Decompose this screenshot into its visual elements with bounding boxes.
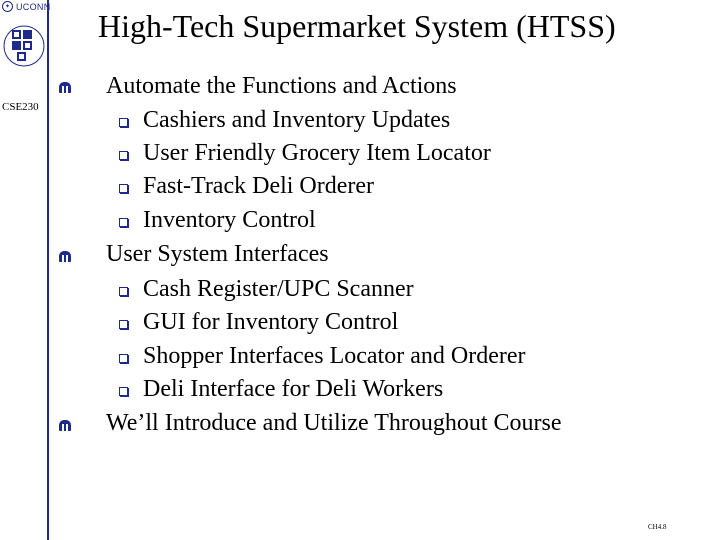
secondary-bullet-icon (119, 287, 128, 296)
bullet-item: Automate the Functions and Actions (106, 73, 457, 99)
bullet-item: We’ll Introduce and Utilize Throughout Course (106, 410, 562, 436)
sub-bullet-item: User Friendly Grocery Item Locator (143, 140, 491, 166)
sub-bullet-item: Inventory Control (143, 207, 316, 233)
sub-bullet-item: Shopper Interfaces Locator and Orderer (143, 343, 526, 369)
university-name: UCONN (16, 1, 51, 12)
university-seal-icon: ✦ (2, 1, 13, 12)
secondary-bullet-icon (119, 387, 128, 396)
sub-bullet-item: Cash Register/UPC Scanner (143, 276, 414, 302)
sub-bullet-item: GUI for Inventory Control (143, 309, 399, 335)
slide-title: High-Tech Supermarket System (HTSS) (98, 8, 616, 44)
primary-bullet-icon (59, 251, 71, 262)
secondary-bullet-icon (119, 218, 128, 227)
sub-bullet-item: Deli Interface for Deli Workers (143, 376, 444, 402)
secondary-bullet-icon (119, 151, 128, 160)
slide-number: CH4.8 (648, 523, 667, 531)
secondary-bullet-icon (119, 354, 128, 363)
sub-bullet-item: Fast-Track Deli Orderer (143, 173, 375, 199)
secondary-bullet-icon (119, 320, 128, 329)
secondary-bullet-icon (119, 184, 128, 193)
secondary-bullet-icon (119, 118, 128, 127)
bullet-item: User System Interfaces (106, 241, 329, 267)
sub-bullet-item: Cashiers and Inventory Updates (143, 107, 451, 133)
course-label: CSE230 (2, 101, 39, 113)
primary-bullet-icon (59, 420, 71, 431)
primary-bullet-icon (59, 82, 71, 93)
